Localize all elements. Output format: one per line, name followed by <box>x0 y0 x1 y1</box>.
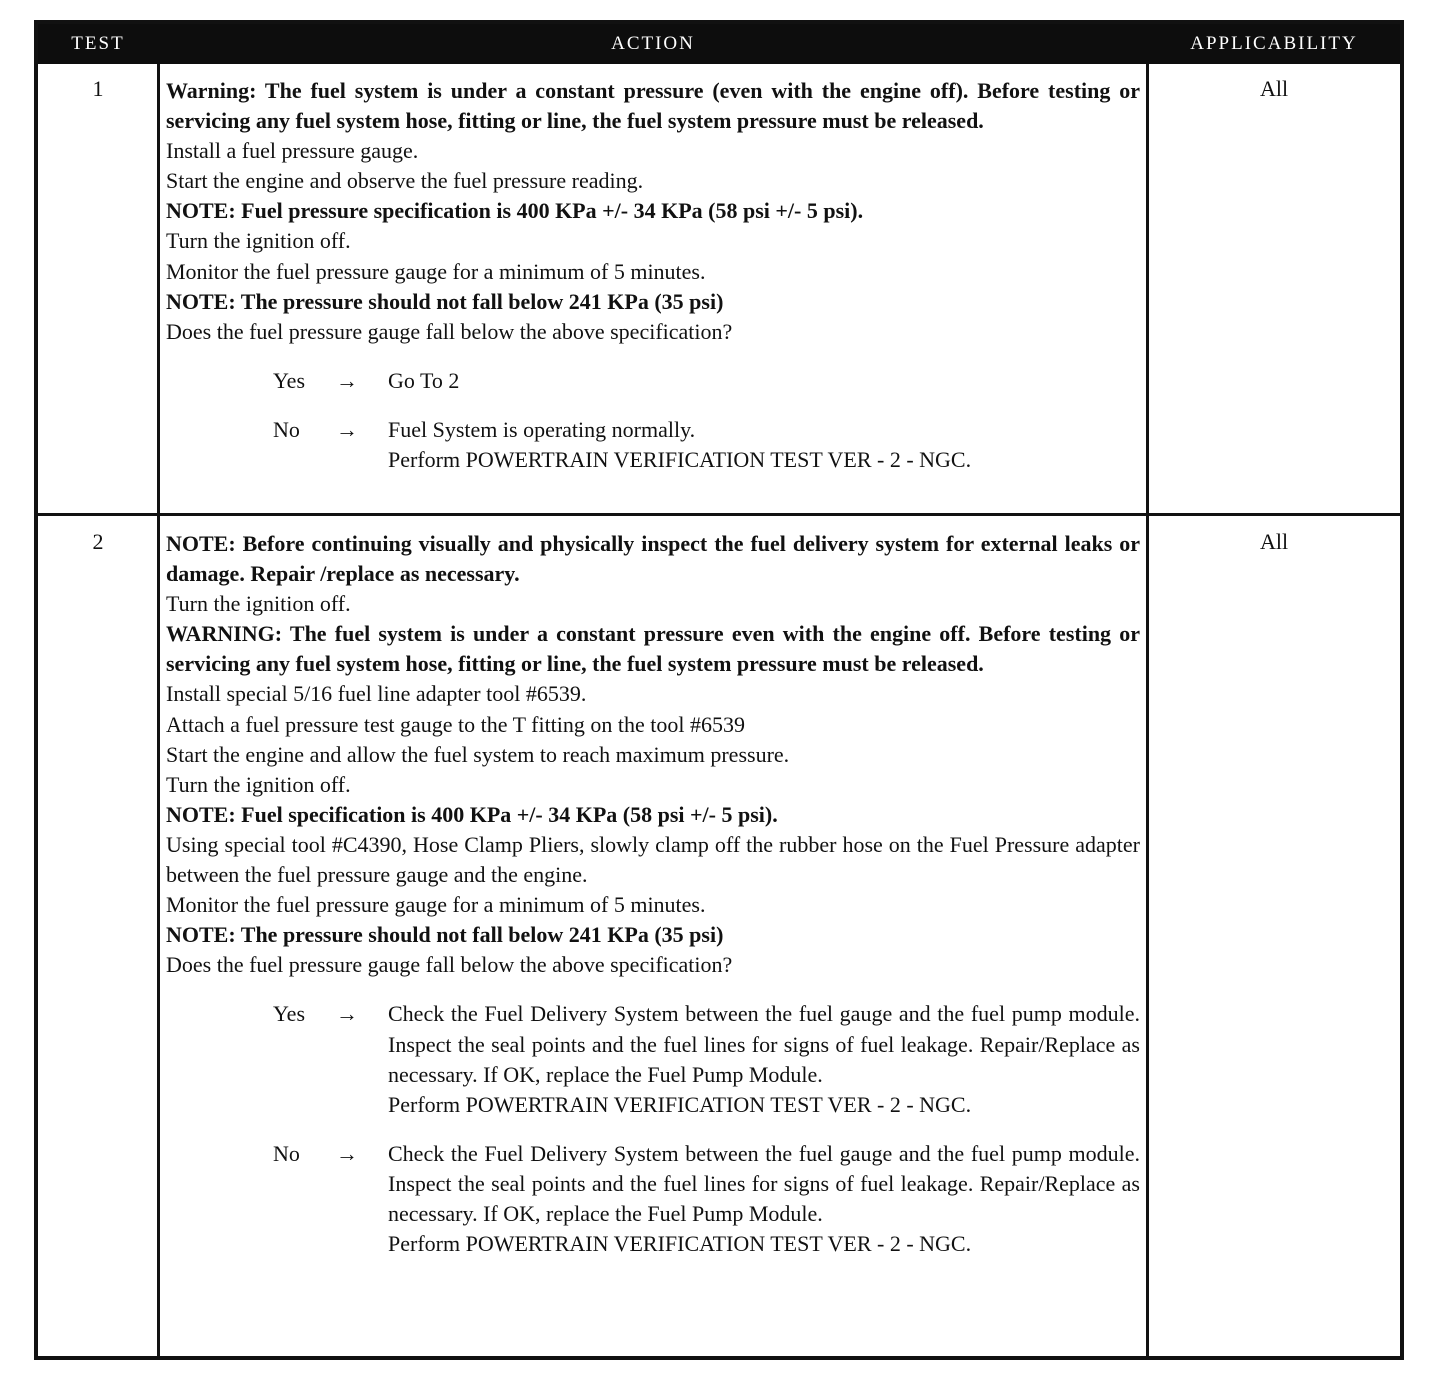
step-text: Turn the ignition off. <box>166 771 351 797</box>
header-applicability: APPLICABILITY <box>1190 33 1358 54</box>
no-result-line: Perform POWERTRAIN VERIFICATION TEST VER - 2 - NGC. <box>388 1231 972 1257</box>
note-text: NOTE: Before continuing visually and physically inspect the fuel delivery system for external leaks or damage. Repair /replace as necessary. <box>166 531 1140 587</box>
step-text: Turn the ignition off. <box>166 591 351 617</box>
no-result <box>388 415 1140 475</box>
arrow-right-icon: → <box>336 1140 358 1166</box>
step-text: Start the engine and observe the fuel pressure reading. <box>166 168 644 194</box>
arrow-right-icon: → <box>336 1001 358 1027</box>
no-result-line: Perform POWERTRAIN VERIFICATION TEST VER - 2 - NGC. <box>388 447 972 473</box>
note-text: NOTE: Fuel pressure specification is 400 KPa +/- 34 KPa (58 psi +/- 5 psi). <box>166 198 864 224</box>
row-divider <box>38 513 1400 516</box>
yes-result: Go To 2 <box>388 367 460 393</box>
step-text: Using special tool #C4390, Hose Clamp Pliers, slowly clamp off the rubber hose on the Fuel Pressure adapter between the fuel pressure gauge and the engine. <box>166 831 1140 888</box>
step-text: Attach a fuel pressure test gauge to the T fitting on the tool #6539 <box>166 711 746 737</box>
warning-text: Warning: The fuel system is under a constant pressure (even with the engine off). Before testing or servicing any fuel system hose, fitting or line, the fuel system pressure must be released. <box>166 78 1140 134</box>
note-text: NOTE: The pressure should not fall below 241 KPa (35 psi) <box>166 288 724 314</box>
no-label: No <box>273 416 300 442</box>
yes-result <box>388 999 1140 1119</box>
arrow-right-icon: → <box>336 416 358 442</box>
step-text: Monitor the fuel pressure gauge for a minimum of 5 minutes. <box>166 258 706 284</box>
yes-branch <box>166 999 1140 1119</box>
header-action: ACTION <box>611 33 695 54</box>
test-number-2: 2 <box>92 529 104 554</box>
no-label: No <box>273 1140 300 1166</box>
column-divider <box>157 64 160 1356</box>
column-divider <box>1146 64 1149 1356</box>
question-text: Does the fuel pressure gauge fall below the above specification? <box>166 318 733 344</box>
note-text: NOTE: Fuel specification is 400 KPa +/- 34 KPa (58 psi +/- 5 psi). <box>166 801 778 827</box>
step-text: Install a fuel pressure gauge. <box>166 138 419 164</box>
step-text: Monitor the fuel pressure gauge for a minimum of 5 minutes. <box>166 892 706 918</box>
no-branch <box>166 415 1140 475</box>
yes-branch <box>166 366 1140 396</box>
question-text: Does the fuel pressure gauge fall below the above specification? <box>166 952 733 978</box>
step-text: Start the engine and allow the fuel system to reach maximum pressure. <box>166 741 790 767</box>
no-result-text: Check the Fuel Delivery System between the fuel gauge and the fuel pump module. Inspect the seal points and the fuel lines for signs of fuel leakage. Repair/Replace as necessary. If OK, replace the Fuel Pump Module. <box>388 1140 1140 1226</box>
yes-label: Yes <box>273 1001 306 1027</box>
yes-result-text: Check the Fuel Delivery System between the fuel gauge and the fuel pump module. Inspect the seal points and the fuel lines for signs of fuel leakage. Repair/Replace as necessary. If OK, replace the Fuel Pump Module. <box>388 1001 1140 1087</box>
yes-label: Yes <box>273 367 306 393</box>
arrow-right-icon: → <box>336 367 358 393</box>
applicability-2: All <box>1259 529 1289 554</box>
table-header <box>38 24 1400 64</box>
action-cell-2 <box>166 529 1140 1259</box>
no-result-line: Fuel System is operating normally. <box>388 416 696 442</box>
diagnostic-table <box>34 20 1404 1360</box>
action-cell-1 <box>166 76 1140 475</box>
no-result <box>388 1139 1140 1259</box>
warning-text: WARNING: The fuel system is under a constant pressure even with the engine off. Before testing or servicing any fuel system hose, fitting or line, the fuel system pressure must be released. <box>166 621 1140 677</box>
note-text: NOTE: The pressure should not fall below 241 KPa (35 psi) <box>166 922 724 948</box>
applicability-1: All <box>1259 76 1289 101</box>
test-number-1: 1 <box>92 76 104 101</box>
step-text: Install special 5/16 fuel line adapter tool #6539. <box>166 681 587 707</box>
header-test: TEST <box>71 33 125 54</box>
no-branch <box>166 1139 1140 1259</box>
step-text: Turn the ignition off. <box>166 228 351 254</box>
yes-result-line: Perform POWERTRAIN VERIFICATION TEST VER - 2 - NGC. <box>388 1091 972 1117</box>
